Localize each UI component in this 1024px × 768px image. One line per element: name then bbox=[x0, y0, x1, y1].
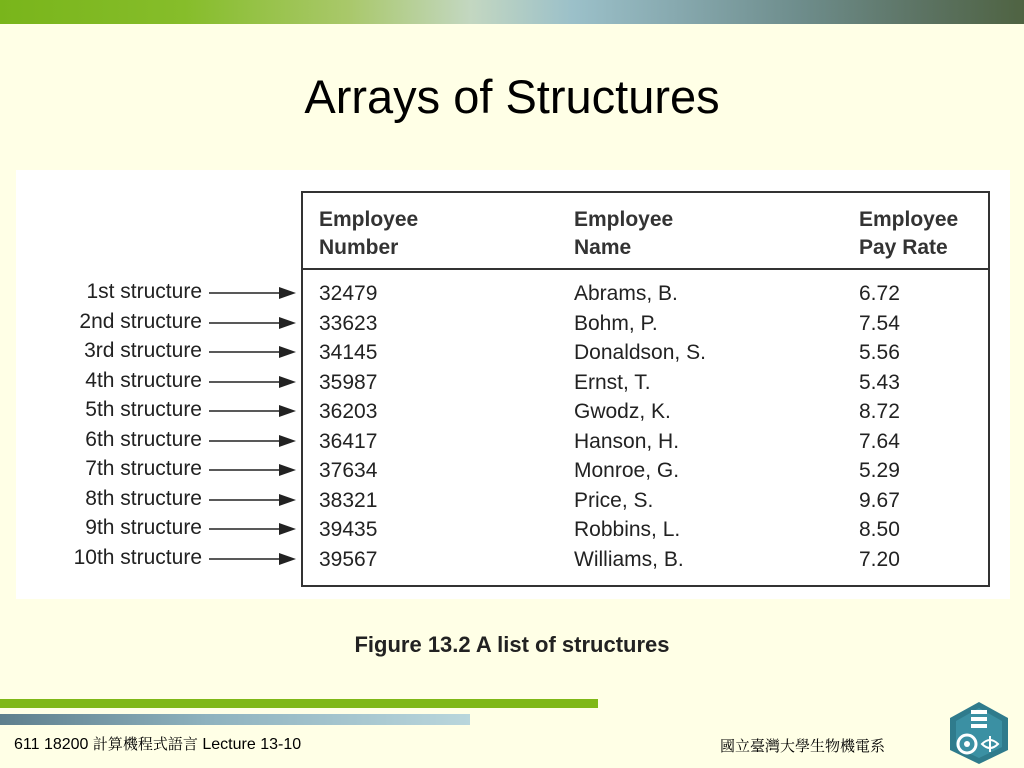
employee-name-cell: Donaldson, S. bbox=[574, 341, 706, 364]
employee-name-cell: Bohm, P. bbox=[574, 312, 658, 335]
structure-label: 8th structure bbox=[85, 487, 202, 510]
employee-number-cell: 34145 bbox=[319, 341, 378, 364]
structure-label: 10th structure bbox=[73, 546, 202, 569]
header-text: Pay Rate bbox=[859, 236, 948, 259]
employee-number-cell: 36203 bbox=[319, 400, 378, 423]
structure-label-list bbox=[16, 170, 306, 599]
header-text: Employee bbox=[859, 208, 959, 231]
slide-title: Arrays of Structures bbox=[304, 70, 720, 123]
header-text: Employee bbox=[574, 208, 674, 231]
structure-label: 9th structure bbox=[85, 516, 202, 539]
right-arrow-icon bbox=[209, 494, 296, 506]
structure-label: 6th structure bbox=[85, 428, 202, 451]
employee-rate-cell: 7.54 bbox=[859, 312, 900, 335]
employee-rate-cell: 7.20 bbox=[859, 548, 900, 571]
right-arrow-icon bbox=[209, 317, 296, 329]
employee-rate-cell: 5.29 bbox=[859, 459, 900, 482]
right-arrow-icon bbox=[209, 553, 296, 565]
employee-rate-cell: 6.72 bbox=[859, 282, 900, 305]
employee-name-cell: Williams, B. bbox=[574, 548, 684, 571]
figure-panel bbox=[16, 170, 1010, 599]
right-arrow-icon bbox=[209, 464, 296, 476]
employee-name-cell: Ernst, T. bbox=[574, 371, 651, 394]
footer-green-bar bbox=[0, 699, 598, 708]
header-employee-name bbox=[574, 206, 673, 262]
table-header bbox=[303, 193, 988, 270]
employee-number-cell: 39567 bbox=[319, 548, 378, 571]
header-text: Employee bbox=[319, 208, 419, 231]
department-logo-icon bbox=[944, 700, 1014, 766]
employee-rate-cell: 9.67 bbox=[859, 489, 900, 512]
structure-label: 5th structure bbox=[85, 398, 202, 421]
employee-number-cell: 35987 bbox=[319, 371, 378, 394]
lecture-number: Lecture 13-10 bbox=[202, 736, 302, 753]
employee-name-cell: Monroe, G. bbox=[574, 459, 680, 482]
employee-rate-cell: 8.50 bbox=[859, 518, 900, 541]
right-arrow-icon bbox=[209, 346, 296, 358]
employee-number-cell: 39435 bbox=[319, 518, 378, 541]
employee-rate-cell: 8.72 bbox=[859, 400, 900, 423]
employee-number-cell: 38321 bbox=[319, 489, 378, 512]
structure-label: 4th structure bbox=[85, 369, 202, 392]
department-name: 國立臺灣大學生物機電系 bbox=[720, 737, 886, 755]
right-arrow-icon bbox=[209, 405, 296, 417]
course-code: 611 18200 bbox=[14, 736, 89, 753]
employee-name-cell: Hanson, H. bbox=[574, 430, 680, 453]
header-text: Number bbox=[319, 236, 399, 259]
employee-rate-cell: 5.56 bbox=[859, 341, 900, 364]
employee-table bbox=[301, 191, 990, 587]
figure-caption: Figure 13.2 A list of structures bbox=[354, 632, 670, 657]
employee-rate-cell: 5.43 bbox=[859, 371, 900, 394]
top-decorative-band bbox=[0, 0, 1024, 24]
structure-label: 1st structure bbox=[86, 280, 202, 303]
footer-blue-bar bbox=[0, 714, 470, 725]
header-employee-pay-rate bbox=[859, 206, 958, 262]
employee-name-cell: Gwodz, K. bbox=[574, 400, 671, 423]
right-arrow-icon bbox=[209, 287, 296, 299]
course-name: 計算機程式語言 bbox=[92, 735, 198, 753]
structure-label: 3rd structure bbox=[84, 339, 202, 362]
header-text: Name bbox=[574, 236, 632, 259]
footer-course-info bbox=[14, 733, 301, 754]
employee-rate-cell: 7.64 bbox=[859, 430, 900, 453]
right-arrow-icon bbox=[209, 523, 296, 535]
right-arrow-icon bbox=[209, 376, 296, 388]
employee-number-cell: 32479 bbox=[319, 282, 378, 305]
structure-label: 7th structure bbox=[85, 457, 202, 480]
structure-label: 2nd structure bbox=[79, 310, 202, 333]
employee-name-cell: Abrams, B. bbox=[574, 282, 678, 305]
header-employee-number bbox=[319, 206, 418, 262]
employee-number-cell: 33623 bbox=[319, 312, 378, 335]
employee-number-cell: 37634 bbox=[319, 459, 378, 482]
employee-name-cell: Price, S. bbox=[574, 489, 654, 512]
employee-name-cell: Robbins, L. bbox=[574, 518, 681, 541]
employee-number-cell: 36417 bbox=[319, 430, 378, 453]
right-arrow-icon bbox=[209, 435, 296, 447]
